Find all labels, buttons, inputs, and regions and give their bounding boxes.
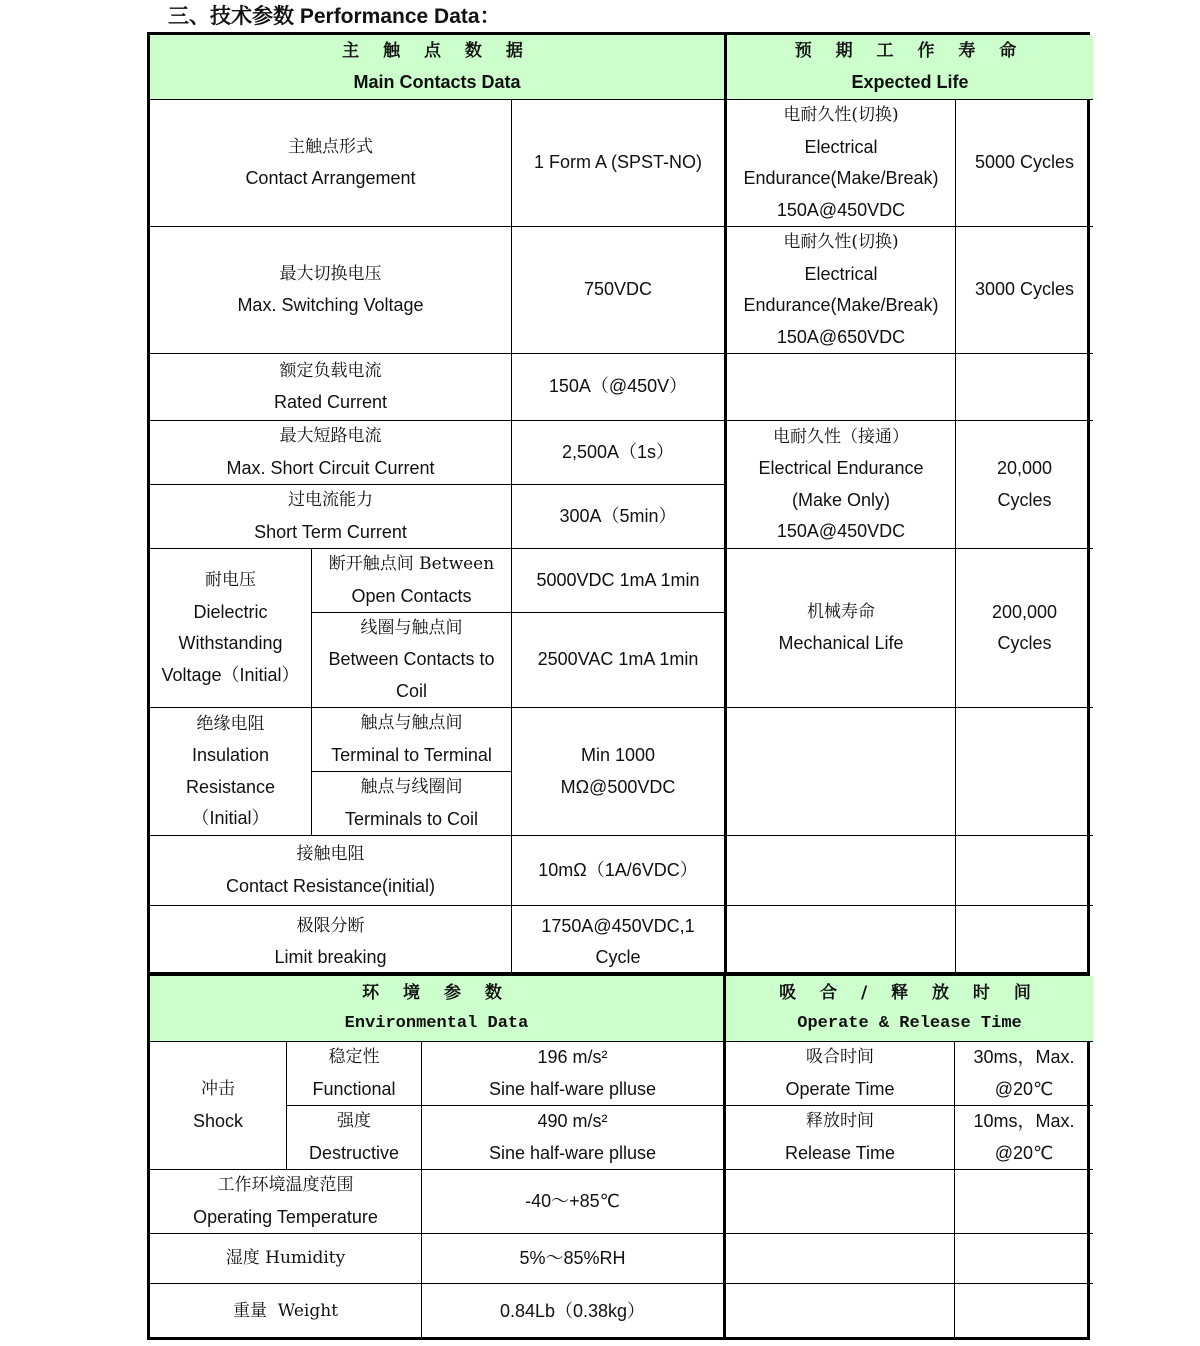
value-text: Cycle — [595, 947, 641, 967]
label-cn: 最大切换电压 — [279, 263, 382, 284]
value-limit-breaking — [512, 906, 727, 978]
label-cn: 吸合时间 — [806, 1047, 874, 1067]
value-mechanical-life — [956, 549, 1093, 708]
label-cn: 接触电阻 — [296, 844, 365, 864]
value-text: 2,500A（1s） — [561, 441, 675, 462]
label-cn: 机械寿命 — [807, 601, 875, 622]
label-en: 150A@650VDC — [776, 326, 906, 347]
header-cn: 主 触 点 数 据 — [342, 41, 532, 61]
label-terminal-to-terminal — [312, 708, 512, 772]
empty-cell — [727, 354, 956, 421]
label-en: Functional — [312, 1078, 396, 1099]
label-cn: 电耐久性(切换) — [783, 232, 899, 252]
value-between-contacts-coil — [512, 613, 727, 708]
label-en: Contact Arrangement — [245, 168, 416, 188]
label-en: Release Time — [784, 1142, 896, 1163]
label-en: 断开触点间 Between — [328, 554, 495, 574]
value-text: 300A（5min） — [559, 505, 677, 526]
label-en: Withstanding — [178, 633, 283, 653]
value-text: 1 Form A (SPST-NO) — [533, 152, 703, 173]
main-contacts-header — [150, 35, 727, 100]
empty-cell — [956, 906, 1093, 978]
value-electrical-endurance-650 — [956, 227, 1093, 354]
empty-cell — [726, 1170, 955, 1234]
label-en: Resistance — [185, 776, 276, 797]
label-max-short-circuit-current — [150, 421, 512, 485]
label-en: Endurance(Make/Break) — [743, 295, 939, 315]
label-cn: 极限分断 — [296, 915, 365, 936]
label-weight — [150, 1284, 422, 1340]
label-operate-time — [726, 1042, 955, 1106]
label-electrical-endurance-650 — [727, 227, 956, 354]
label-en: Operate Time — [785, 1078, 895, 1099]
label-en: Open Contacts — [351, 585, 472, 606]
label-electrical-endurance-make-only — [727, 421, 956, 549]
value-text: 2500VAC 1mA 1min — [537, 649, 699, 670]
label-en: Mechanical Life — [778, 633, 904, 653]
label-cn: 强度 — [337, 1111, 371, 1131]
operate-release-time-header — [726, 976, 1093, 1042]
label-en: Electrical Endurance — [758, 458, 924, 478]
label-en: (Make Only) — [791, 489, 890, 510]
value-text: Sine half-ware plluse — [488, 1142, 657, 1163]
header-cn: 吸 合 / 释 放 时 间 — [779, 982, 1040, 1003]
value-release-time — [955, 1106, 1093, 1170]
value-operate-time — [955, 1042, 1093, 1106]
label-cn: 冲击 — [201, 1079, 235, 1099]
label-release-time — [726, 1106, 955, 1170]
value-weight — [422, 1284, 726, 1340]
label-cn: 工作环境温度范围 — [217, 1175, 354, 1195]
label-shock-destructive — [287, 1106, 422, 1170]
label-text: 重量 Weight — [232, 1301, 339, 1322]
label-dielectric-withstanding — [150, 549, 312, 708]
value-electrical-endurance-450 — [956, 100, 1093, 227]
value-insulation-resistance — [512, 708, 727, 836]
label-en: Voltage（Initial） — [161, 664, 300, 685]
label-en: Contact Resistance(initial) — [225, 875, 436, 896]
empty-cell — [955, 1170, 1093, 1234]
label-en: Coil — [395, 680, 427, 701]
label-en: Endurance(Make/Break) — [743, 168, 939, 188]
empty-cell — [956, 354, 1093, 421]
value-between-open-contacts — [512, 549, 727, 613]
value-text: @20℃ — [994, 1078, 1054, 1099]
label-cn: 电耐久性(切换) — [783, 105, 899, 125]
value-text: 0.84Lb（0.38kg） — [499, 1301, 646, 1322]
value-text: 5000VDC 1mA 1min — [536, 569, 700, 590]
value-rated-current — [512, 354, 727, 421]
empty-cell — [727, 708, 956, 836]
label-contact-arrangement — [150, 100, 512, 227]
label-cn: 触点与触点间 — [360, 713, 463, 733]
value-contact-resistance — [512, 836, 727, 906]
value-text: 750VDC — [583, 279, 653, 300]
header-en: Expected Life — [851, 72, 969, 92]
label-en: 150A@450VDC — [776, 199, 906, 220]
value-text: 3000 Cycles — [974, 279, 1075, 300]
label-text: 湿度 Humidity — [225, 1247, 346, 1268]
label-cn: 过电流能力 — [288, 490, 373, 510]
value-max-switching-voltage — [512, 227, 727, 354]
label-operating-temperature — [150, 1170, 422, 1234]
value-text: 10ms，Max. — [973, 1111, 1075, 1131]
empty-cell — [956, 836, 1093, 906]
value-text: Min 1000 — [580, 745, 656, 765]
label-cn: 额定负载电流 — [279, 360, 382, 381]
value-shock-functional — [422, 1042, 726, 1106]
label-shock — [150, 1042, 287, 1170]
value-text: 10mΩ（1A/6VDC） — [538, 859, 698, 880]
label-cn: 触点与线圈间 — [360, 777, 463, 797]
value-text: 1750A@450VDC,1 — [541, 915, 695, 936]
label-en: 150A@450VDC — [776, 521, 906, 541]
value-text: 20,000 — [996, 458, 1053, 478]
label-terminals-to-coil — [312, 772, 512, 836]
label-humidity — [150, 1234, 422, 1284]
label-cn: 绝缘电阻 — [196, 713, 265, 734]
header-en: Environmental Data — [344, 1013, 529, 1033]
label-en: Electrical — [804, 263, 878, 284]
value-humidity — [422, 1234, 726, 1284]
empty-cell — [955, 1234, 1093, 1284]
label-cn: 稳定性 — [328, 1047, 380, 1067]
section-title: 三、技术参数 Performance Data： — [168, 5, 501, 28]
empty-cell — [726, 1234, 955, 1284]
value-text: 30ms，Max. — [973, 1047, 1075, 1067]
label-between-contacts-coil — [312, 613, 512, 708]
label-cn: 耐电压 — [205, 570, 256, 590]
label-rated-current — [150, 354, 512, 421]
label-short-term-current — [150, 485, 512, 549]
expected-life-header — [727, 35, 1093, 100]
label-en: Destructive — [308, 1142, 400, 1163]
value-text: 150A（@450V） — [548, 376, 688, 397]
label-en: （Initial） — [191, 808, 270, 828]
label-en: Terminals to Coil — [344, 808, 479, 829]
label-en: Limit breaking — [274, 947, 387, 967]
label-shock-functional — [287, 1042, 422, 1106]
label-en: Max. Switching Voltage — [237, 295, 424, 315]
label-limit-breaking — [150, 906, 512, 978]
value-contact-arrangement — [512, 100, 727, 227]
label-cn: 电耐久性（接通） — [773, 426, 909, 447]
value-text: MΩ@500VDC — [560, 776, 676, 797]
value-text: @20℃ — [994, 1142, 1054, 1163]
value-electrical-endurance-make-only — [956, 421, 1093, 549]
value-text: 5000 Cycles — [974, 152, 1075, 173]
label-en: Shock — [192, 1110, 244, 1131]
label-en: Terminal to Terminal — [331, 744, 492, 765]
label-insulation-resistance — [150, 708, 312, 836]
header-en: Main Contacts Data — [353, 72, 521, 92]
label-en: Max. Short Circuit Current — [226, 457, 435, 478]
label-electrical-endurance-450 — [727, 100, 956, 227]
label-en: Operating Temperature — [193, 1206, 378, 1227]
value-text: 196 m/s² — [537, 1047, 608, 1067]
empty-cell — [956, 708, 1093, 836]
environmental-table — [147, 973, 1090, 1340]
value-text: 490 m/s² — [537, 1111, 608, 1131]
value-text: -40～+85℃ — [525, 1190, 620, 1211]
empty-cell — [955, 1284, 1093, 1340]
header-cn: 环 境 参 数 — [362, 982, 511, 1003]
label-en: Insulation — [191, 745, 270, 765]
value-text: Sine half-ware plluse — [488, 1078, 657, 1099]
label-en: Dielectric — [193, 601, 268, 622]
label-en: Rated Current — [273, 392, 388, 412]
empty-cell — [726, 1284, 955, 1340]
empty-cell — [727, 836, 956, 906]
main-contacts-table — [147, 32, 1090, 975]
label-max-switching-voltage — [150, 227, 512, 354]
header-cn: 预 期 工 作 寿 命 — [794, 41, 1026, 61]
label-cn: 释放时间 — [806, 1111, 874, 1131]
value-text: 200,000 — [991, 601, 1058, 622]
label-en: Short Term Current — [254, 521, 407, 542]
value-short-term-current — [512, 485, 727, 549]
empty-cell — [727, 906, 956, 978]
value-shock-destructive — [422, 1106, 726, 1170]
label-cn: 线圈与触点间 — [360, 617, 463, 638]
label-mechanical-life — [727, 549, 956, 708]
environmental-data-header — [150, 976, 726, 1042]
header-en: Operate & Release Time — [797, 1013, 1022, 1033]
label-en: Electrical — [804, 136, 878, 157]
label-contact-resistance — [150, 836, 512, 906]
value-text: 5%～85%RH — [519, 1247, 626, 1268]
label-cn: 主触点形式 — [288, 136, 373, 157]
label-en: Between Contacts to — [328, 649, 495, 670]
value-text: Cycles — [997, 633, 1052, 653]
label-cn: 最大短路电流 — [279, 426, 382, 446]
value-text: Cycles — [997, 489, 1052, 510]
value-operating-temperature — [422, 1170, 726, 1234]
label-between-open-contacts — [312, 549, 512, 613]
value-max-short-circuit-current — [512, 421, 727, 485]
